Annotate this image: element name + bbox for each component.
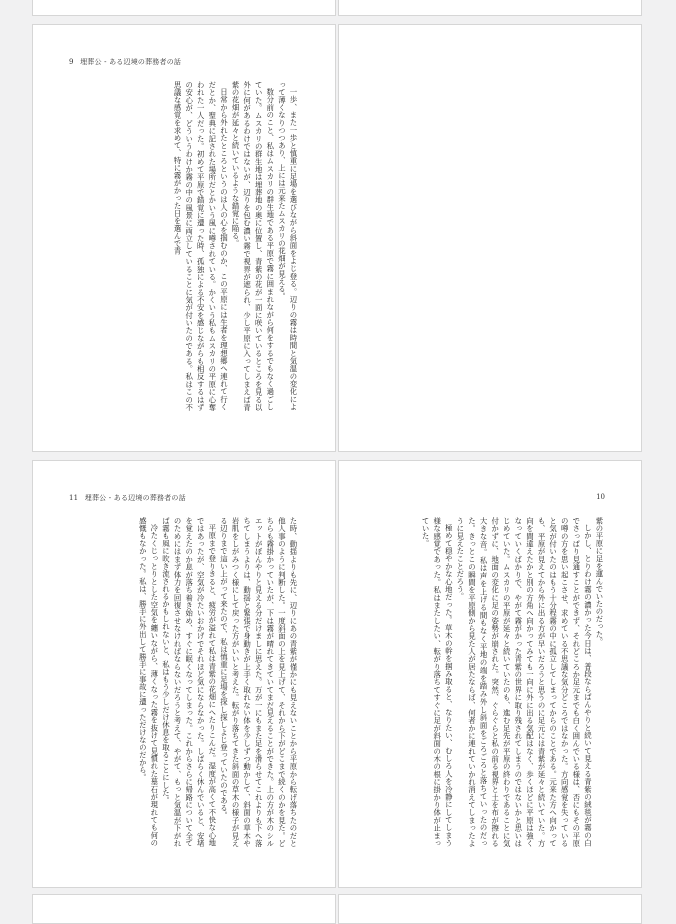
page-10	[338, 460, 642, 888]
next-page-left-partial	[32, 894, 336, 924]
blank-page	[338, 24, 642, 452]
paragraph: 数分前のこと、私はムスカリの群生地である平原で霧に囲まれながら何をするでもなく過ごしていた。ムスカリの群生地は埋葬地の奥に位置し、青紫の花が一面に咲いているところを見る以外に何があるわけではないが、辺りを包む濃い霧で視界が遮られ、少し平原に入ってしまえば青紫の花畑が延々と続いているような錯覚に陥る。	[231, 81, 275, 411]
paragraph: 紫の平原に足を運んでいたのだった。	[595, 517, 604, 646]
previous-page-left-partial	[32, 0, 336, 16]
paragraph: 日常から外れたところというのは人の心を掴むのか、この平原には生者を理想郷へ連れて行くだとか、聖典に記された場所だとかいう風に噂されている。かくいう私もムスカリの平原に心奪われた一人だった。初めて平原で錯覚に遭った時、孤独による不安を感じながらも相反するはずの安心が、どういうわけか霧の中の風景に両立していることに気が付いたのである。私はこの不思議な感覚を求めて、特に霧がかった日を選んで青	[173, 81, 229, 411]
page-11-header	[69, 493, 186, 503]
page-11	[32, 460, 336, 888]
paragraph: しかし、とりわけ霧の濃かった今日は、普段ならばんやりと続いて見える青紫の絨毯が霧の白でさっぱり見通すことができず、それどころか足元までも白く囲んでいる様は、否にもその平原の噂の方を思い起こさせ、求めている不思議な気分どころではなかった。方向感覚を失っていると気が付いたのはもう十分程霧の中に孤立してしまってからのことである。元来た方へ向かっても、平原が見えてから外に出る方が早いだろうと思うのに足元には青紫が延々と続いていた。方向を間違えたかと別の方角へ向かってみても一向に外に出る気配はなく、歩くほどに平原は強くなっていくばかりで、やがて霧がかった青紫の世界に取り残されてしまうのではないかと思いはじめていた。ムスカリの平原が延々と続いていたのも、進む足先が平原の終わりであることに気付かずに、地面の変化に足の姿勢が崩された。突然、ぐらぐらと私の前る視界と土を布が擦れる大きな音。私は声を上げる間もなく平地の端を踏み外し斜面をごろごろと落ちていったのだった。きっとこの瞬間を平原側から見た人が居たならば、何者かに連れていかれ消えてしまったように見えたことだろう。	[455, 517, 593, 847]
page-9	[32, 24, 336, 452]
page-9-body	[69, 81, 299, 411]
running-title: 埋葬公 - ある辺境の葬務者の話	[80, 58, 182, 66]
page-number: 9	[69, 58, 74, 66]
paragraph: 冷たくじっとりとした空気を纏いながら、薄くなった霧を抜けて見慣れた墓石が現れても何の感慨もなかった。私は、勝手に外出して勝手に事故に遭っただけなのだから。	[138, 517, 159, 847]
page-10-body	[375, 517, 605, 847]
paragraph: た時、動揺よりも先に、辺りにあの青紫が僅かにも見えないことから平原から転げ落ちたのだと他人事のように判断した。一度斜面の上を見上げて、それから下がどこまで続くのかを見た。どちらも霧掛かっていたが、下は霧が晴れてきていてまだ見えることができた。上の方が木のシルエットがぼんやりと見える分だけましに思えた。万が一にもまた足を滑らせてこれよりも下へ落ちてしまうよりは、動揺と緊張で身動きが上手く取れない体を少しずつ動かして、斜面の草木や岩肌をしがみつく様にして戻った方がいいと考えた。転がり落ちてきた斜面の草木の様子が見える辺りまで這い上がって来たので、私は慎重に足場を探し探しよじ登っていたのである。	[219, 517, 298, 847]
previous-page-right-partial	[338, 0, 642, 16]
paragraph: 平原まで登りきると、疲労が溢れて私は青紫の花畑にへたりこんだ。湿度が高くて不快な心地ではあったが、空気が冷たいおかげでそれほど気にならなかった。しばらく休んでいると、安堵を覚えたのか息が落ち着き始め、すぐに眠くなってしまった。これからさらに帰路について全てのためにはまず体力を回復させなければならないだろうと考えて、やがて、もっと気温が下がれば霧も風に吹き流されるかもしれないと、私はもう少しだけ休息を取ることにした。	[161, 517, 217, 847]
running-title: 埋葬公 - ある辺境の葬務者の話	[84, 494, 186, 502]
paragraph: 極めて穏やかな心地だった。草木の幹を掴み取ると、なりたい、むしろ人を冷静にしてしまう様な感覚であった。私はまたしたい、転がり落ちてすぐに足が斜面の木の根に掛かり体が止まっていた。	[421, 517, 454, 847]
page-number: 11	[69, 494, 79, 502]
page-11-body	[69, 517, 299, 847]
next-page-right-partial	[338, 894, 642, 924]
page-9-header	[69, 57, 181, 67]
page-number: 10	[596, 493, 605, 501]
paragraph: 一歩、また一歩と慎重に足場を選びながら斜面をよじ登る。辺りの霧は時間と気温の変化によって薄くなりつつあり、上には元来たムスカリの花畑が見える。	[277, 81, 298, 411]
